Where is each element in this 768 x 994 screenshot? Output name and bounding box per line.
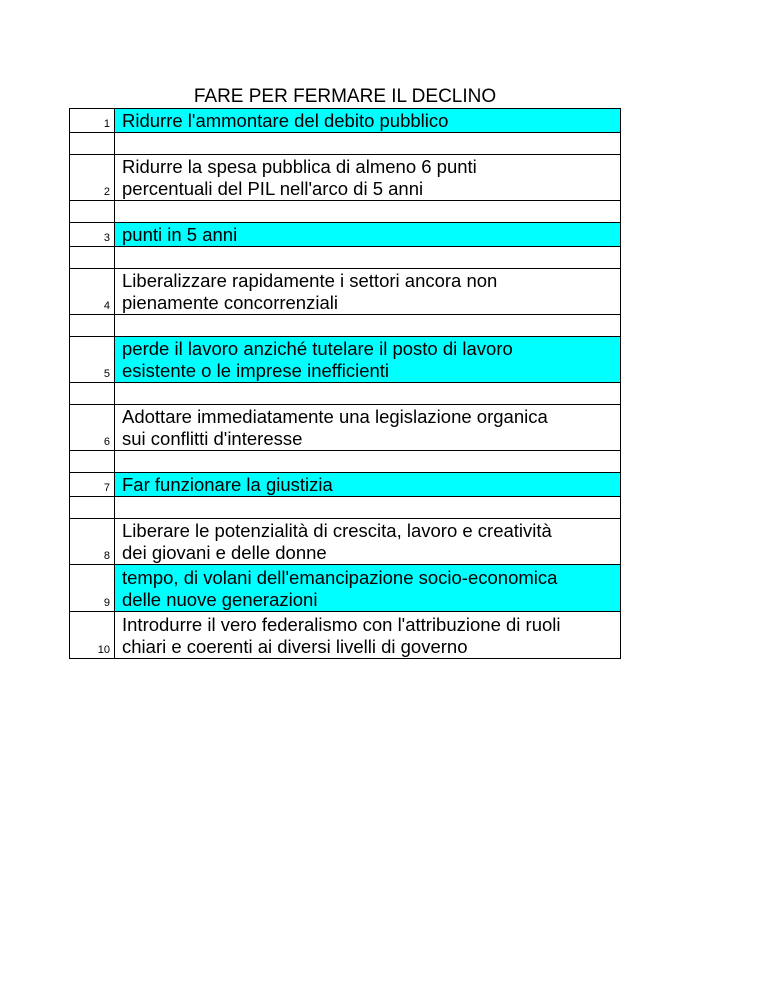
points-table (69, 108, 621, 659)
row-number: 6 (70, 405, 115, 451)
row-text-line: dei giovani e delle donne (122, 542, 327, 563)
table-row (70, 155, 621, 201)
row-text (115, 223, 621, 247)
table-row (70, 269, 621, 315)
empty-cell (70, 383, 115, 405)
row-text-line: punti in 5 anni (122, 224, 238, 245)
row-text (115, 269, 621, 315)
row-text (115, 519, 621, 565)
row-text-line: delle nuove generazioni (122, 589, 318, 610)
empty-cell (115, 201, 621, 223)
row-number: 5 (70, 337, 115, 383)
table-row (70, 109, 621, 133)
spacer-row (70, 383, 621, 405)
empty-cell (70, 451, 115, 473)
row-text-line: Ridurre l'ammontare del debito pubblico (122, 110, 449, 131)
empty-cell (70, 133, 115, 155)
page-title: FARE PER FERMARE IL DECLINO (193, 86, 497, 107)
empty-cell (115, 133, 621, 155)
table-row (70, 519, 621, 565)
row-text-line: chiari e coerenti ai diversi livelli di governo (122, 636, 468, 657)
row-text (115, 612, 621, 659)
table-row (70, 612, 621, 659)
spacer-row (70, 247, 621, 269)
empty-cell (115, 247, 621, 269)
row-number: 1 (70, 109, 115, 133)
row-text (115, 337, 621, 383)
row-text (115, 155, 621, 201)
table-row (70, 405, 621, 451)
row-text-line: perde il lavoro anziché tutelare il posto di lavoro (122, 338, 513, 359)
row-text-line: percentuali del PIL nell'arco di 5 anni (122, 178, 424, 199)
table-row (70, 473, 621, 497)
row-text-line: esistente o le imprese inefficienti (122, 360, 390, 381)
empty-cell (115, 451, 621, 473)
row-text (115, 473, 621, 497)
row-number: 10 (70, 612, 115, 659)
empty-cell (70, 497, 115, 519)
table-row (70, 223, 621, 247)
empty-cell (70, 247, 115, 269)
row-number: 4 (70, 269, 115, 315)
row-text-line: Liberalizzare rapidamente i settori ancora non (122, 270, 498, 291)
empty-cell (115, 383, 621, 405)
row-text-line: Liberare le potenzialità di crescita, lavoro e creatività (122, 520, 552, 541)
row-text (115, 565, 621, 612)
row-text (115, 109, 621, 133)
row-number: 8 (70, 519, 115, 565)
row-text-line: Adottare immediatamente una legislazione organica (122, 406, 548, 427)
empty-cell (70, 315, 115, 337)
row-text-line: Ridurre la spesa pubblica di almeno 6 punti (122, 156, 477, 177)
row-text-line: sui conflitti d'interesse (122, 428, 303, 449)
row-text-line: tempo, di volani dell'emancipazione socio-economica (122, 567, 558, 588)
spacer-row (70, 201, 621, 223)
row-text-line: Introdurre il vero federalismo con l'attribuzione di ruoli (122, 614, 561, 635)
row-text-line: pienamente concorrenziali (122, 292, 338, 313)
empty-cell (70, 201, 115, 223)
empty-cell (115, 497, 621, 519)
row-text (115, 405, 621, 451)
row-text-line: Far funzionare la giustizia (122, 474, 333, 495)
row-number: 3 (70, 223, 115, 247)
spacer-row (70, 451, 621, 473)
row-number: 7 (70, 473, 115, 497)
spacer-row (70, 315, 621, 337)
spacer-row (70, 497, 621, 519)
row-number: 2 (70, 155, 115, 201)
table-row (70, 565, 621, 612)
empty-cell (115, 315, 621, 337)
table-row (70, 337, 621, 383)
spacer-row (70, 133, 621, 155)
row-number: 9 (70, 565, 115, 612)
